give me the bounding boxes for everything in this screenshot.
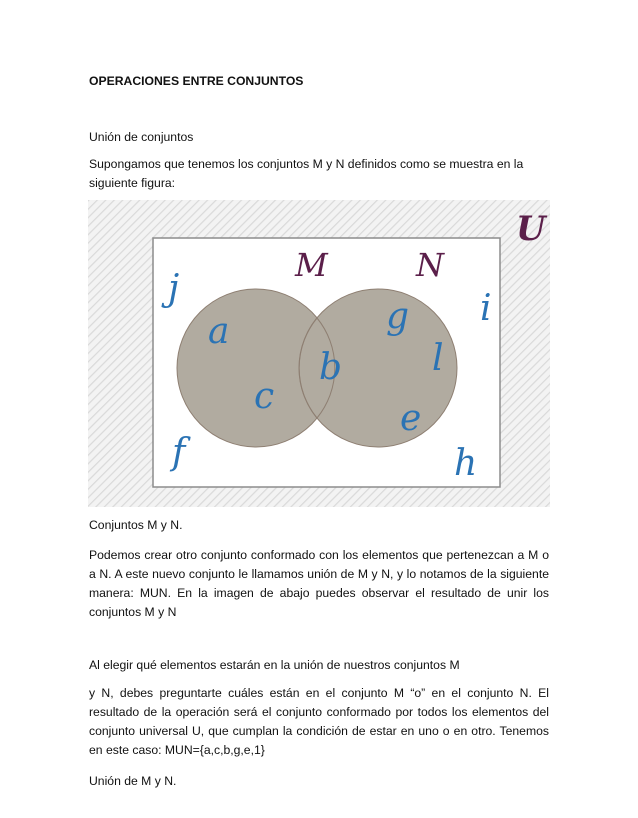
element-c: c	[254, 376, 275, 417]
paragraph-choice-intro: Al elegir qué elementos estarán en la unión de nuestros conjuntos M	[89, 658, 460, 672]
universe-label: U	[516, 209, 546, 249]
element-a: a	[208, 311, 230, 352]
venn-diagram	[88, 200, 550, 507]
document-title: OPERACIONES ENTRE CONJUNTOS	[89, 74, 304, 88]
element-g: g	[386, 296, 410, 337]
section-heading: Unión de conjuntos	[89, 130, 194, 144]
figure-caption: Conjuntos M y N.	[89, 518, 183, 532]
closing-caption: Unión de M y N.	[89, 774, 177, 788]
intro-paragraph: Supongamos que tenemos los conjuntos M y N definidos como se muestra en la siguiente figura:	[89, 157, 524, 190]
element-e: e	[400, 398, 422, 439]
set-m-label: M	[295, 246, 328, 284]
element-h: h	[454, 443, 478, 484]
element-b: b	[319, 347, 343, 388]
element-j: j	[168, 268, 180, 309]
set-n-label: N	[416, 246, 444, 284]
element-l: l	[432, 338, 444, 379]
paragraph-union-definition: Podemos crear otro conjunto conformado con los elementos que pertenezcan a M o a N. A este nuevo conjunto le llamamos unión de M y N, y lo notamos de la siguiente manera: MUN. En la imagen de abajo puedes observar el resultado de unir los conjuntos M y N	[89, 548, 549, 619]
element-f: f	[172, 432, 186, 473]
element-i: i	[480, 288, 492, 329]
paragraph-union-result: y N, debes preguntarte cuáles están en el conjunto M “o” en el conjunto N. El resultado de la operación será el conjunto conformado por todos los elementos del conjunto universal U, que cumplan la condición de estar en uno o en otro. Tenemos en este caso: MUN={a,c,b,g,e,1}	[89, 686, 549, 757]
